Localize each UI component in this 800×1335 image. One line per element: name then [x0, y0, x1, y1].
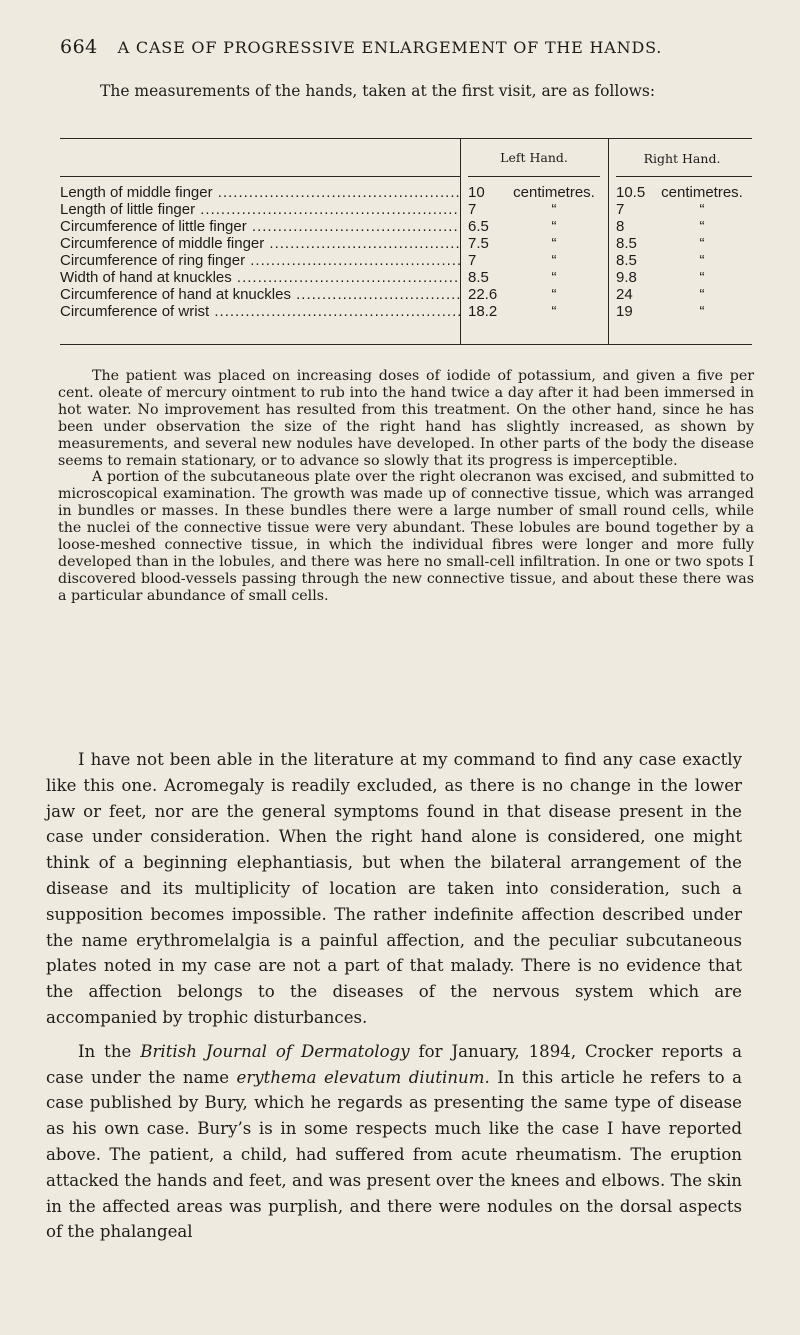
- row-label: Circumference of middle finger .....: [60, 235, 460, 252]
- left-unit: “: [551, 218, 557, 235]
- left-value: 10: [468, 184, 485, 201]
- left-unit: “: [551, 235, 557, 252]
- table-row: [60, 235, 752, 252]
- right-value: 10.5: [616, 184, 646, 201]
- table-row: [60, 218, 752, 235]
- right-value: 8.5: [616, 235, 637, 252]
- right-unit: centimetres.: [661, 184, 743, 201]
- header-left-hand: Left Hand.: [500, 150, 568, 165]
- table-intro: The measurements of the hands, taken at the first visit, are as follows:: [100, 82, 656, 100]
- left-value: 6.5: [468, 218, 489, 235]
- right-unit: “: [699, 218, 705, 235]
- row-label: Length of little finger .....: [60, 201, 460, 218]
- table-row: [60, 303, 752, 320]
- left-unit: centimetres.: [513, 184, 595, 201]
- measurements-table: [60, 124, 752, 354]
- right-value: 8: [616, 218, 625, 235]
- small-type-section: [58, 368, 754, 605]
- left-unit: “: [551, 303, 557, 320]
- right-value: 19: [616, 303, 633, 320]
- paragraph-microscopy: A portion of the subcutaneous plate over the right olecranon was excised, and submitted to microscopical examination. The growth was made up of connective tissue, which was arranged in bundles or masses. In these bundles there were a large number of small round cells, while the nuclei of the connective tissue were very abundant. These lobules are bound together by a loose-meshed connective tissue, in which the individual fibres were longer and more fully developed than in the lobules, and there was here no small-cell infiltration. In one or two spots I discovered blood-vessels passing through the new connective tissue, and about these there was a particular abundance of small cells.: [58, 469, 754, 604]
- header-rule-middle: [468, 176, 600, 177]
- left-unit: “: [551, 286, 557, 303]
- left-value: 18.2: [468, 303, 498, 320]
- table-bottom-rule: [60, 344, 752, 345]
- table-row: [60, 269, 752, 286]
- right-unit: “: [699, 201, 705, 218]
- large-type-section: [46, 747, 742, 1245]
- left-unit: “: [551, 269, 557, 286]
- left-value: 7.5: [468, 235, 489, 252]
- running-title: A CASE OF PROGRESSIVE ENLARGEMENT OF THE HANDS.: [117, 38, 663, 57]
- right-unit: “: [699, 286, 705, 303]
- literature-text-1: In the: [78, 1041, 141, 1061]
- page-number: 664: [60, 36, 98, 58]
- row-label: Circumference of little finger .....: [60, 218, 460, 235]
- literature-text-2: for January, 1894, Crocker reports a case under the name: [46, 1041, 743, 1087]
- right-unit: “: [699, 252, 705, 269]
- journal-title: British Journal of Dermatology: [140, 1041, 410, 1061]
- paragraph-differential-diagnosis: I have not been able in the literature at my command to find any case exactly like this one. Acromegaly is readily excluded, as there is no change in the lower jaw or feet, nor are the general symptoms found in that disease present in the case under consideration. When the right hand alone is considered, one might think of a beginning elephantiasis, but when the bilateral arrangement of the disease and its multiplicity of location are taken into consideration, such a supposition becomes impossible. The rather indefinite affection described under the name erythromelalgia is a painful affection, and the peculiar subcutaneous plates noted in my case are not a part of that malady. There is no evidence that the affection belongs to the diseases of the nervous system which are accompanied by trophic disturbances.: [46, 750, 742, 1027]
- right-value: 9.8: [616, 269, 637, 286]
- right-unit: “: [699, 303, 705, 320]
- table-top-rule: [60, 138, 752, 139]
- row-label: Circumference of hand at knuckles .....: [60, 286, 460, 303]
- left-value: 22.6: [468, 286, 498, 303]
- table-row: [60, 252, 752, 269]
- table-row: [60, 201, 752, 218]
- right-unit: “: [699, 235, 705, 252]
- header-rule-right: [616, 176, 752, 177]
- right-value: 7: [616, 201, 625, 218]
- right-value: 24: [616, 286, 633, 303]
- row-label: Width of hand at knuckles .....: [60, 269, 460, 286]
- right-value: 8.5: [616, 252, 637, 269]
- table-row: [60, 286, 752, 303]
- left-unit: “: [551, 201, 557, 218]
- table-row: [60, 184, 752, 201]
- literature-text-3: In this article he refers to a case published by Bury, which he regards as presenting the same type of disease as his own case. Bury’s is in some respects much like the case I have reported above. The patient, a child, had suffered from acute rheumatism. The eruption attacked the hands and feet, and was present over the knees and elbows. The skin in the affected areas was purplish, and there were nodules on the dorsal aspects of the phalangeal: [46, 1067, 742, 1242]
- header-rule-left: [60, 176, 460, 177]
- paragraph-treatment: The patient was placed on increasing doses of iodide of potassium, and given a five per cent. oleate of mercury ointment to rub into the hand twice a day after it had been immersed in hot water. No improvement has resulted from this treatment. On the other hand, since he has been under observation the size of the right hand has slightly increased, as shown by measurements, and several new nodules have developed. In other parts of the body the disease seems to remain stationary, or to advance so slowly that its progress is imperceptible.: [58, 368, 754, 469]
- row-label: Length of middle finger .....: [60, 184, 460, 201]
- left-value: 7: [468, 252, 477, 269]
- paragraph-literature: [46, 1039, 742, 1245]
- left-value: 8.5: [468, 269, 489, 286]
- running-head: [60, 36, 740, 58]
- row-label: Circumference of wrist .....: [60, 303, 460, 320]
- row-label: Circumference of ring finger .....: [60, 252, 460, 269]
- right-unit: “: [699, 269, 705, 286]
- left-unit: “: [551, 252, 557, 269]
- disease-term: erythema elevatum diutinum.: [236, 1067, 490, 1087]
- header-right-hand: Right Hand.: [643, 151, 721, 166]
- left-value: 7: [468, 201, 477, 218]
